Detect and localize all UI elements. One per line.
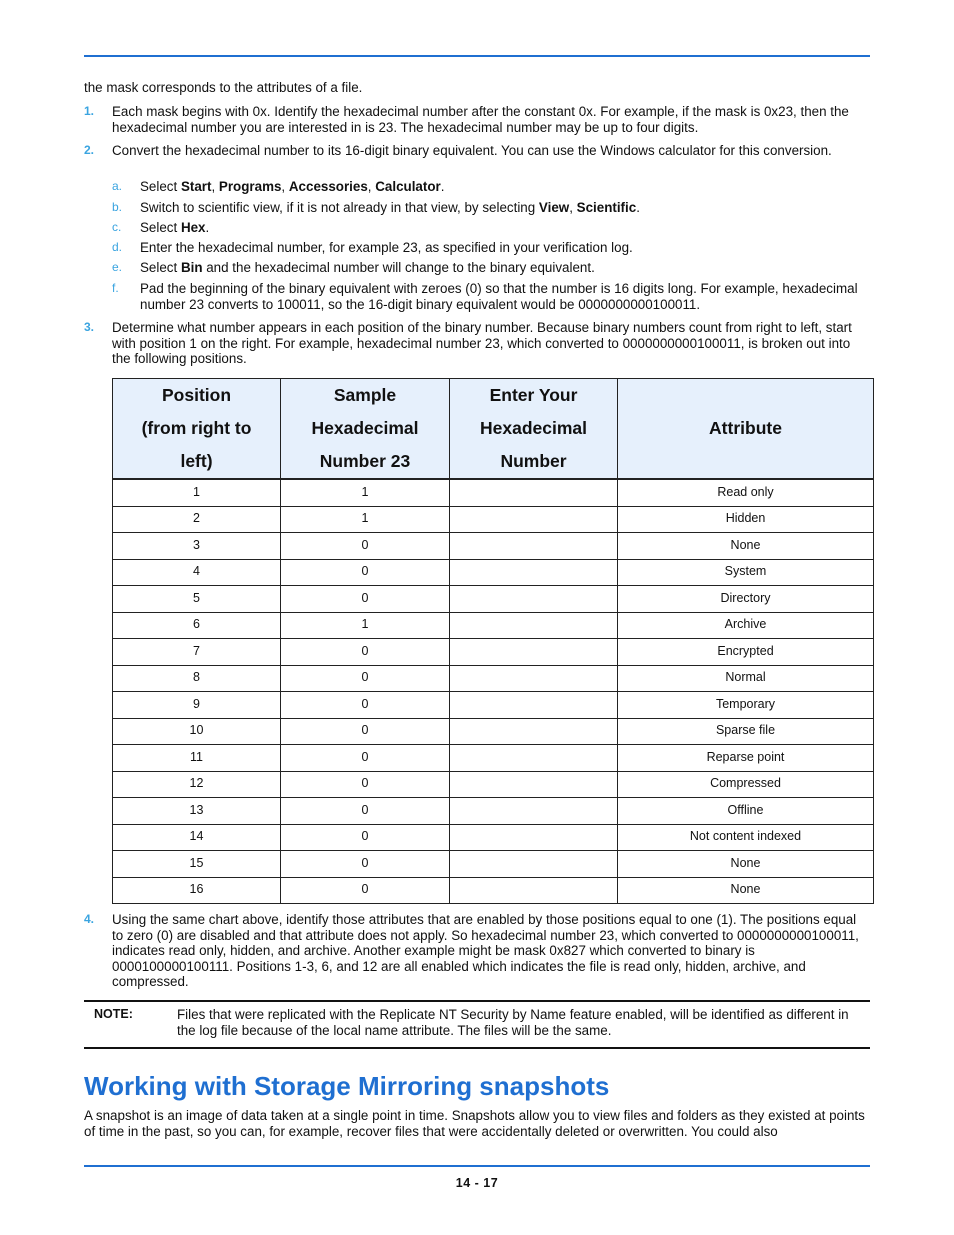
cell-attribute: Temporary (618, 692, 874, 719)
step-3 (84, 320, 870, 367)
menu-calculator: Calculator (375, 179, 441, 194)
cell-sample: 0 (281, 533, 450, 560)
cell-enter-value[interactable] (450, 612, 618, 639)
cell-position: 16 (113, 877, 281, 904)
note-text: Files that were replicated with the Replicate NT Security by Name feature enabled, will be identified as different in the log file because of the local name attribute. The files will be the same. (177, 1007, 849, 1038)
step-number: 1. (84, 104, 95, 118)
cell-position: 3 (113, 533, 281, 560)
note-box (84, 1000, 870, 1049)
cell-sample: 0 (281, 639, 450, 666)
table-row (113, 665, 874, 692)
step-number: 4. (84, 912, 95, 926)
cell-sample: 0 (281, 718, 450, 745)
footer-rule (84, 1165, 870, 1167)
cell-position: 15 (113, 851, 281, 878)
cell-enter-value[interactable] (450, 851, 618, 878)
cell-attribute: None (618, 877, 874, 904)
cell-position: 14 (113, 824, 281, 851)
cell-attribute: None (618, 851, 874, 878)
cell-enter-value[interactable] (450, 533, 618, 560)
step-text: Using the same chart above, identify those attributes that are enabled by those positions equal to one (1). The positions equal to zero (0) are disabled and that attribute does not apply. So hexadecimal number 23, which converted to 0000000000100011, indicates read only, hidden, and archive. Another example might be mask 0x827 which converted to binary is 0000100000100111. Positions 1-3, 6, and 12 are all enabled which indicates the file is read only, hidden, archive, and compressed. (112, 912, 859, 990)
cell-position: 7 (113, 639, 281, 666)
cell-enter-value[interactable] (450, 877, 618, 904)
cell-attribute: System (618, 559, 874, 586)
table-row (113, 692, 874, 719)
substep-a (112, 179, 872, 195)
step-number: 2. (84, 143, 95, 157)
cell-attribute: Offline (618, 798, 874, 825)
table-row (113, 877, 874, 904)
header-enter-your-number: Enter Your Hexadecimal Number (450, 379, 618, 480)
cell-sample: 0 (281, 851, 450, 878)
cell-attribute: Encrypted (618, 639, 874, 666)
cell-attribute: Normal (618, 665, 874, 692)
table-row (113, 824, 874, 851)
cell-sample: 1 (281, 612, 450, 639)
table-row (113, 851, 874, 878)
step-text: Each mask begins with 0x. Identify the hexadecimal number after the constant 0x. For example, if the mask is 0x23, then the hexadecimal number you are interested in is 23. The hexadecimal number may be up to four digits. (112, 104, 849, 135)
page-number: 14 - 17 (455, 1176, 499, 1190)
cell-enter-value[interactable] (450, 586, 618, 613)
cell-position: 6 (113, 612, 281, 639)
table-row (113, 798, 874, 825)
step-number: 3. (84, 320, 95, 334)
option-hex: Hex (180, 220, 206, 235)
section-heading: Working with Storage Mirroring snapshots (84, 1071, 610, 1101)
step-text: Determine what number appears in each position of the binary number. Because binary numbers count from right to left, start with position 1 on the right. For example, hexadecimal number 23, which converted to 0000000000100011, is broken out into the following positions. (112, 320, 852, 367)
table-row (113, 718, 874, 745)
cell-sample: 1 (281, 479, 450, 506)
substep-letter: c. (112, 220, 122, 234)
table-row (113, 612, 874, 639)
step-2 (84, 143, 870, 159)
substep-text: Select Start, Programs, Accessories, Calculator. (140, 179, 445, 194)
substep-text: Switch to scientific view, if it is not already in that view, by selecting View, Scientific. (140, 200, 640, 215)
substep-text: Pad the beginning of the binary equivalent with zeroes (0) so that the number is 16 digits long. For example, hexadecimal number 23 converts to 100011, so the 16-digit binary equivalent would be 0000000000100011. (140, 281, 858, 312)
table-row (113, 586, 874, 613)
cell-sample: 0 (281, 824, 450, 851)
cell-enter-value[interactable] (450, 692, 618, 719)
cell-position: 12 (113, 771, 281, 798)
table-row (113, 745, 874, 772)
header-sample: Sample Hexadecimal Number 23 (281, 379, 450, 480)
substep-letter: d. (112, 240, 123, 254)
cell-attribute: Archive (618, 612, 874, 639)
cell-enter-value[interactable] (450, 745, 618, 772)
cell-enter-value[interactable] (450, 506, 618, 533)
substep-d (112, 240, 872, 256)
cell-position: 2 (113, 506, 281, 533)
cell-attribute: Compressed (618, 771, 874, 798)
table-row (113, 639, 874, 666)
table-row (113, 771, 874, 798)
cell-position: 11 (113, 745, 281, 772)
cell-attribute: Directory (618, 586, 874, 613)
cell-position: 9 (113, 692, 281, 719)
cell-sample: 0 (281, 559, 450, 586)
substep-e (112, 260, 872, 276)
cell-enter-value[interactable] (450, 824, 618, 851)
substep-text: Select Bin and the hexadecimal number will change to the binary equivalent. (140, 260, 595, 275)
substep-letter: e. (112, 260, 123, 274)
note-label: NOTE: (94, 1007, 133, 1021)
cell-enter-value[interactable] (450, 798, 618, 825)
cell-sample: 0 (281, 745, 450, 772)
table-row (113, 533, 874, 560)
cell-position: 8 (113, 665, 281, 692)
substep-b (112, 200, 872, 216)
cell-enter-value[interactable] (450, 479, 618, 506)
table-row (113, 506, 874, 533)
cell-enter-value[interactable] (450, 559, 618, 586)
cell-sample: 1 (281, 506, 450, 533)
cell-sample: 0 (281, 877, 450, 904)
cell-position: 1 (113, 479, 281, 506)
cell-attribute: None (618, 533, 874, 560)
cell-position: 13 (113, 798, 281, 825)
cell-attribute: Sparse file (618, 718, 874, 745)
cell-sample: 0 (281, 665, 450, 692)
cell-sample: 0 (281, 771, 450, 798)
menu-accessories: Accessories (288, 179, 368, 194)
table-header-row (113, 379, 874, 480)
cell-position: 4 (113, 559, 281, 586)
cell-enter-value[interactable] (450, 639, 618, 666)
section-body: A snapshot is an image of data taken at a single point in time. Snapshots allow you to view files and folders as they existed at points of time in the past, so you can, for example, recover files that were accidentally deleted or overwritten. You could also (84, 1108, 865, 1139)
substep-text: Select Hex. (140, 220, 210, 235)
cell-position: 10 (113, 718, 281, 745)
cell-enter-value[interactable] (450, 771, 618, 798)
option-bin: Bin (180, 260, 203, 275)
table-row (113, 479, 874, 506)
header-position: Position (from right to left) (113, 379, 281, 480)
cell-attribute: Hidden (618, 506, 874, 533)
step-4 (84, 912, 870, 990)
menu-programs: Programs (218, 179, 282, 194)
table-row (113, 559, 874, 586)
cell-attribute: Read only (618, 479, 874, 506)
cell-enter-value[interactable] (450, 718, 618, 745)
cell-sample: 0 (281, 586, 450, 613)
header-rule (84, 55, 870, 57)
step-text: Convert the hexadecimal number to its 16-digit binary equivalent. You can use the Windows calculator for this conversion. (112, 143, 832, 158)
cell-position: 5 (113, 586, 281, 613)
cell-sample: 0 (281, 692, 450, 719)
substep-letter: b. (112, 200, 123, 214)
substep-c (112, 220, 872, 236)
substep-text: Enter the hexadecimal number, for example 23, as specified in your verification log. (140, 240, 633, 255)
cell-attribute: Reparse point (618, 745, 874, 772)
menu-scientific: Scientific (576, 200, 637, 215)
step-1 (84, 104, 870, 135)
cell-sample: 0 (281, 798, 450, 825)
cell-attribute: Not content indexed (618, 824, 874, 851)
attribute-table (112, 378, 874, 904)
menu-view: View (538, 200, 570, 215)
substep-f (112, 281, 872, 312)
cell-enter-value[interactable] (450, 665, 618, 692)
header-attribute: Attribute (618, 379, 874, 480)
intro-paragraph: the mask corresponds to the attributes of a file. (84, 80, 363, 95)
substep-letter: a. (112, 179, 123, 193)
substep-letter: f. (112, 281, 119, 295)
menu-start: Start (180, 179, 212, 194)
